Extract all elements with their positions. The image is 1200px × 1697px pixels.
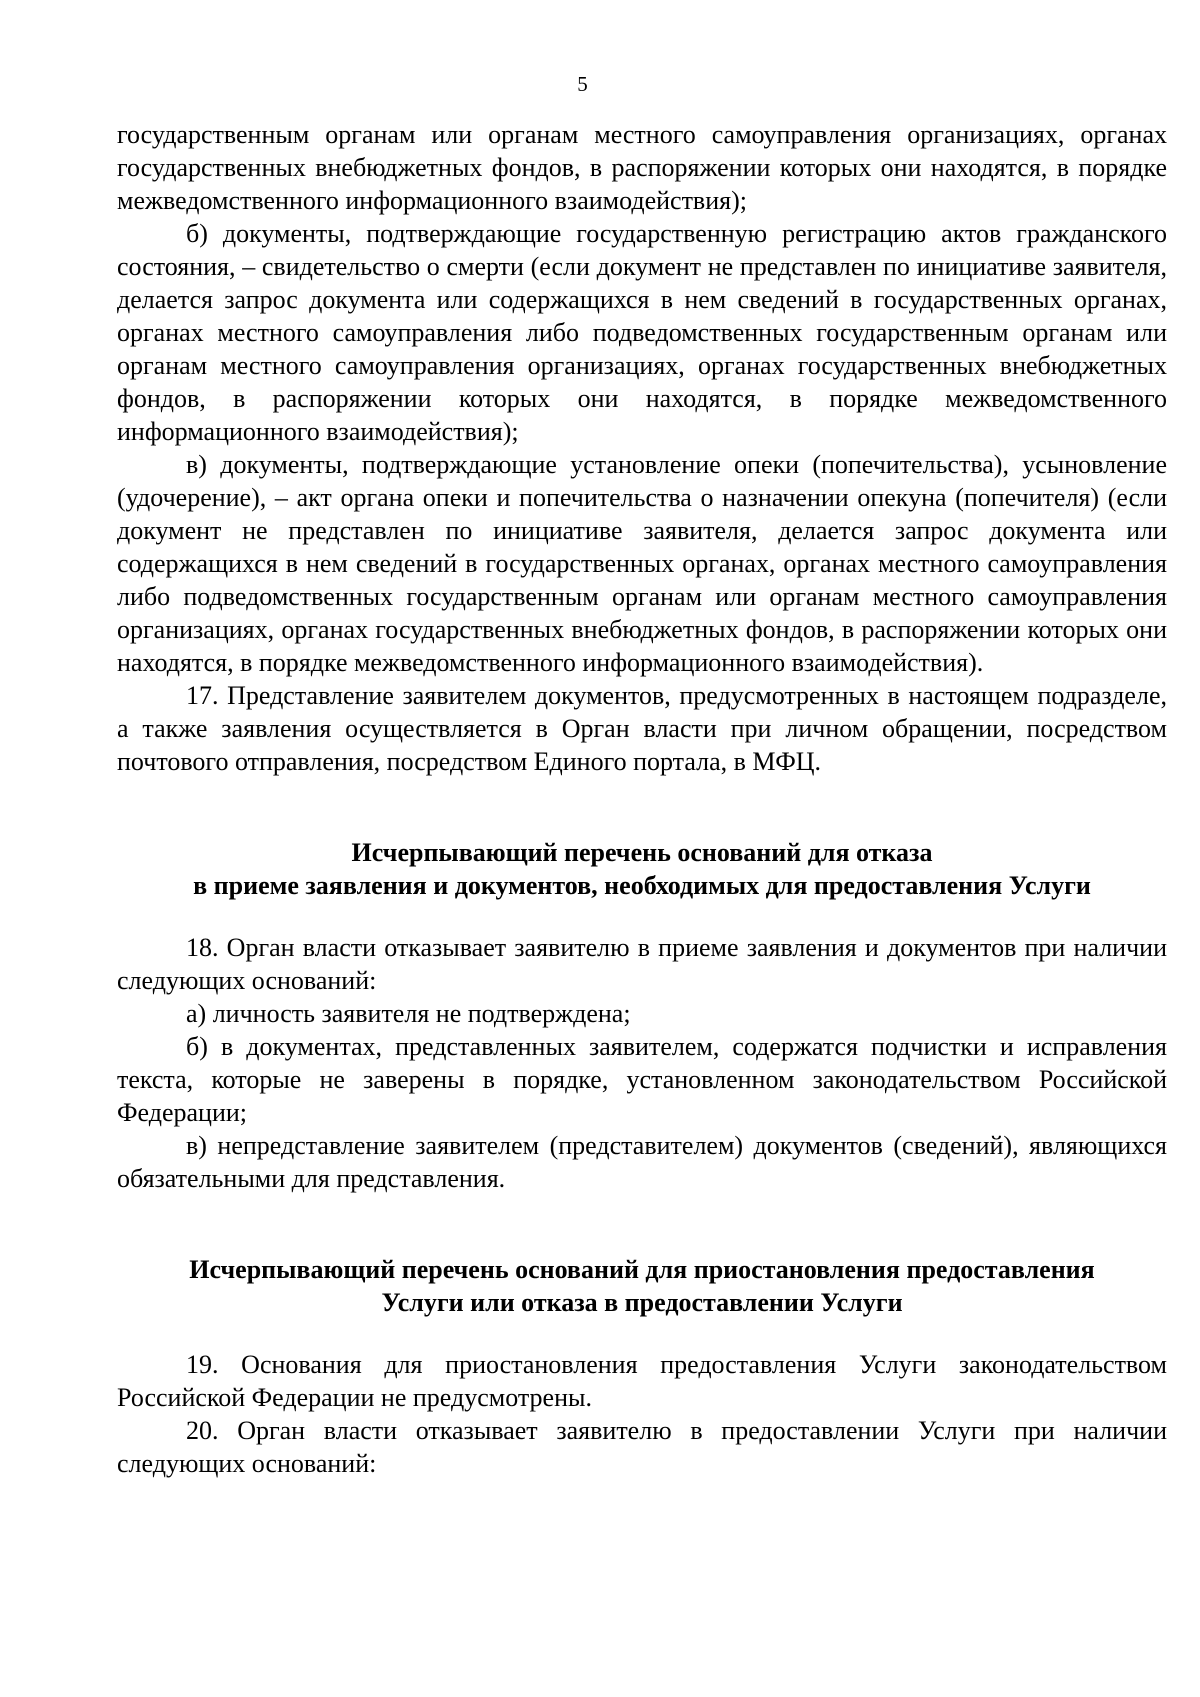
- document-body: [117, 118, 1167, 1480]
- spacer: [117, 902, 1167, 931]
- paragraph-item-v: в) документы, подтверждающие установление опеки (попечительства), усыновление (удочерение), – акт органа опеки и попечительства о назначении опекуна (попечителя) (если документ не представлен по инициативе заявителя, делается запрос документа или содержащихся в нем сведений в государственных органах, органах местного самоуправления либо подведомственных государственным органам или органам местного самоуправления организациях, органах государственных внебюджетных фондов, в распоряжении которых они находятся, в порядке межведомственного информационного взаимодействия).: [117, 450, 1167, 677]
- paragraph-19: 19. Основания для приостановления предоставления Услуги законодательством Российской Федерации не предусмотрены.: [117, 1350, 1167, 1412]
- section-heading-refusal-of-acceptance: [117, 836, 1167, 902]
- page-number: 5: [577, 72, 588, 96]
- spacer: [117, 1319, 1167, 1348]
- paragraph-item-b: б) документы, подтверждающие государственную регистрацию актов гражданского состояния, – свидетельство о смерти (если документ не представлен по инициативе заявителя, делается запрос документа или содержащихся в нем сведений в государственных органах, органах местного самоуправления либо подведомственных государственным органам или органам местного самоуправления организациях, органах государственных внебюджетных фондов, в распоряжении которых они находятся, в порядке межведомственного информационного взаимодействия);: [117, 219, 1167, 446]
- paragraph-18: 18. Орган власти отказывает заявителю в приеме заявления и документов при наличии следующих оснований:: [117, 933, 1167, 995]
- paragraph-20: 20. Орган власти отказывает заявителю в предоставлении Услуги при наличии следующих оснований:: [117, 1416, 1167, 1478]
- heading-line: Исчерпывающий перечень оснований для приостановления предоставления: [189, 1255, 1095, 1284]
- paragraph-18-item-a: а) личность заявителя не подтверждена;: [186, 999, 631, 1028]
- heading-line: Исчерпывающий перечень оснований для отказа: [351, 838, 933, 867]
- paragraph-17: 17. Представление заявителем документов, предусмотренных в настоящем подразделе, а также заявления осуществляется в Орган власти при личном обращении, посредством почтового отправления, посредством Единого портала, в МФЦ.: [117, 681, 1167, 776]
- heading-line: Услуги или отказа в предоставлении Услуги: [381, 1288, 903, 1317]
- paragraph-continuation: государственным органам или органам местного самоуправления организациях, органах государственных внебюджетных фондов, в распоряжении которых они находятся, в порядке межведомственного информационного взаимодействия);: [117, 120, 1167, 215]
- heading-line: в приеме заявления и документов, необходимых для предоставления Услуги: [193, 871, 1091, 900]
- paragraph-18-item-b: б) в документах, представленных заявителем, содержатся подчистки и исправления текста, которые не заверены в порядке, установленном законодательством Российской Федерации;: [117, 1032, 1167, 1127]
- section-heading-suspension-or-refusal: [117, 1253, 1167, 1319]
- spacer: [117, 778, 1167, 836]
- paragraph-18-item-v: в) непредставление заявителем (представителем) документов (сведений), являющихся обязательными для представления.: [117, 1131, 1167, 1193]
- spacer: [117, 1195, 1167, 1253]
